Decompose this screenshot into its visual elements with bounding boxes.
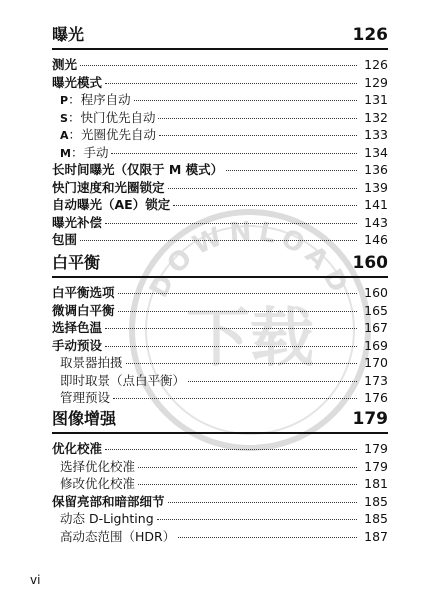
toc-entry[interactable] [52, 354, 388, 372]
dot-leader [138, 467, 357, 468]
toc-entry-label: 选择色温 [52, 320, 103, 335]
toc-section [52, 22, 388, 249]
dot-leader [105, 449, 357, 450]
toc-entry[interactable] [52, 372, 388, 390]
toc-entry-page-number: 134 [364, 144, 388, 160]
mode-letter: S [60, 111, 68, 125]
dot-leader [159, 135, 357, 136]
dot-leader [105, 328, 357, 329]
toc-entry[interactable] [52, 74, 388, 92]
dot-leader [113, 398, 357, 399]
toc-entry[interactable] [52, 337, 388, 355]
toc-entry-label [52, 144, 108, 163]
toc-entry[interactable] [52, 440, 388, 458]
dot-leader [138, 484, 357, 485]
dot-leader [157, 519, 357, 520]
toc-entry-page-number: 185 [364, 511, 388, 526]
toc-entry-label: 优化校准 [52, 441, 103, 456]
toc-entry-list [52, 440, 388, 545]
toc-entry-label [52, 91, 131, 110]
toc-entry-label: 微调白平衡 [52, 302, 115, 318]
section-title: 曝光 [52, 25, 85, 44]
toc-entry-label: 修改优化校准 [60, 476, 136, 491]
section-page-number: 179 [352, 409, 388, 429]
toc-entry[interactable] [52, 56, 388, 74]
toc-entry[interactable] [52, 389, 388, 407]
dot-leader [105, 223, 357, 224]
toc-entry-page-number: 129 [364, 74, 388, 90]
dot-leader [118, 293, 357, 294]
toc-entry[interactable] [52, 231, 388, 249]
toc-entry-label: 长时间曝光（仅限于 M 模式） [52, 162, 224, 177]
toc-entry-page-number: 176 [364, 390, 388, 405]
toc-entry[interactable] [52, 214, 388, 232]
toc-entry-list [52, 56, 388, 249]
watermark-text: DOWNLOAD [143, 216, 357, 303]
dot-leader [178, 537, 357, 538]
mode-letter: P [60, 94, 69, 107]
toc-entry-page-number: 141 [364, 197, 388, 212]
dot-leader [168, 188, 357, 189]
toc-entry-text: ：快门优先自动 [67, 109, 156, 125]
toc-entry[interactable] [52, 284, 388, 302]
toc-entry[interactable] [52, 510, 388, 528]
toc-entry-label: 选择优化校准 [60, 458, 136, 474]
toc-entry[interactable] [52, 528, 388, 546]
toc-entry-label: 管理预设 [60, 390, 111, 405]
toc-entry-text: ：光圈优先自动 [68, 127, 157, 142]
toc-entry[interactable] [52, 179, 388, 197]
section-page-number: 160 [352, 253, 388, 273]
watermark-char: 下载 [186, 302, 314, 376]
dot-leader [118, 311, 357, 312]
toc-entry[interactable] [52, 161, 388, 179]
toc-entry-page-number: 170 [364, 355, 388, 370]
section-title: 白平衡 [52, 253, 101, 272]
toc-entry-text: ：程序自动 [68, 92, 131, 107]
toc-section [52, 406, 388, 545]
toc-entry-page-number: 187 [364, 528, 388, 544]
dot-leader [226, 170, 357, 171]
toc-entry-page-number: 169 [364, 337, 388, 353]
dot-leader [173, 205, 357, 206]
dot-leader [158, 118, 357, 119]
toc-entry-label [52, 109, 155, 128]
toc-entry-label [52, 126, 156, 145]
section-header[interactable] [52, 250, 388, 278]
toc-entry[interactable] [52, 319, 388, 337]
section-page-number: 126 [352, 25, 388, 45]
toc-entry-label: 白平衡选项 [52, 285, 115, 300]
dot-leader [168, 502, 357, 503]
mode-letter: A [60, 129, 69, 142]
toc-entry-page-number: 173 [364, 372, 388, 388]
toc-entry-label: 取景器拍摄 [60, 355, 123, 370]
toc-entry-label: 曝光模式 [52, 74, 103, 90]
toc-entry-page-number: 136 [364, 162, 388, 177]
toc-entry[interactable] [52, 126, 388, 144]
toc-entry[interactable] [52, 91, 388, 109]
toc-entry-page-number: 132 [364, 109, 388, 125]
toc-entry[interactable] [52, 144, 388, 162]
toc-entry-label: 快门速度和光圈锁定 [52, 179, 165, 195]
dot-leader [105, 83, 357, 84]
toc-entry-page-number: 160 [364, 285, 388, 300]
page-number: vi [30, 573, 41, 587]
toc-entry-page-number: 133 [364, 127, 388, 142]
section-title: 图像增强 [52, 409, 117, 428]
dot-leader [80, 65, 357, 66]
toc-entry-page-number: 165 [364, 302, 388, 318]
dot-leader [111, 153, 357, 154]
toc-entry-label: 自动曝光（AE）锁定 [52, 197, 171, 212]
toc-entry-label: 保留亮部和暗部细节 [52, 493, 165, 509]
dot-leader [126, 363, 357, 364]
toc-entry[interactable] [52, 109, 388, 127]
toc-entry-page-number: 139 [364, 179, 388, 195]
dot-leader [188, 381, 357, 382]
toc-entry-label: 曝光补偿 [52, 214, 103, 230]
toc-entry[interactable] [52, 475, 388, 493]
toc-entry-list [52, 284, 388, 407]
toc-entry-page-number: 179 [364, 458, 388, 474]
dot-leader [105, 346, 357, 347]
toc-entry-page-number: 179 [364, 441, 388, 456]
toc-entry-label: 测光 [52, 57, 78, 72]
toc-entry-page-number: 126 [364, 57, 388, 72]
toc-entry-label: 包围 [52, 232, 78, 247]
toc-entry-label: 高动态范围（HDR） [60, 528, 176, 544]
mode-letter: M [60, 146, 71, 160]
toc-entry-page-number: 167 [364, 320, 388, 335]
toc-entry-text: ：手动 [70, 144, 109, 160]
toc-entry-label: 即时取景（点白平衡） [60, 372, 186, 388]
toc-entry[interactable] [52, 302, 388, 320]
toc-entry[interactable] [52, 458, 388, 476]
toc-entry-page-number: 131 [364, 92, 388, 107]
dot-leader [80, 240, 357, 241]
toc-entry-page-number: 181 [364, 476, 388, 491]
toc-entry-page-number: 146 [364, 232, 388, 247]
toc-entry[interactable] [52, 493, 388, 511]
toc-entry[interactable] [52, 196, 388, 214]
toc-entry-page-number: 143 [364, 214, 388, 230]
toc-section [52, 250, 388, 407]
section-header[interactable] [52, 22, 388, 50]
dot-leader [134, 100, 357, 101]
section-header[interactable] [52, 406, 388, 434]
toc-entry-label: 手动预设 [52, 337, 103, 353]
toc-entry-label: 动态 D-Lighting [60, 511, 154, 526]
toc-entry-page-number: 185 [364, 493, 388, 509]
